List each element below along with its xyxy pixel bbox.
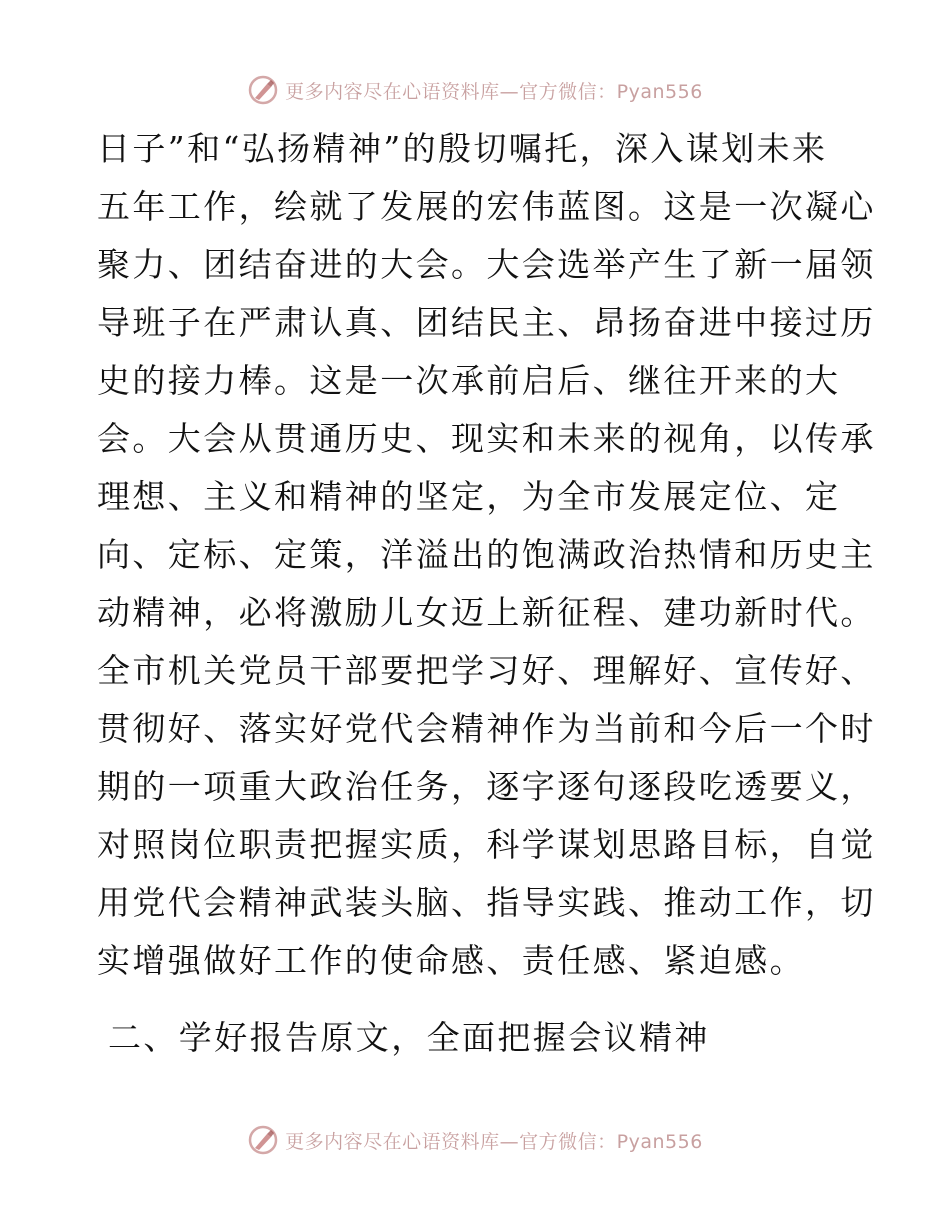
body-line: 聚力、团结奋进的大会。大会选举产生了新一届领 <box>97 245 876 284</box>
body-line: 全市机关党员干部要把学习好、理解好、宣传好、 <box>97 651 876 690</box>
pen-logo-icon <box>247 1124 279 1156</box>
section-heading: 二、学好报告原文，全面把握会议精神 <box>108 1018 710 1057</box>
body-line: 对照岗位职责把握实质，科学谋划思路目标，自觉 <box>97 825 876 864</box>
body-line: 用党代会精神武装头脑、指导实践、推动工作，切 <box>97 883 876 922</box>
watermark-banner-top <box>0 70 950 110</box>
watermark-text-bottom: 更多内容尽在心语资料库—官方微信：Pyan556 <box>285 1130 703 1153</box>
document-body <box>97 120 876 990</box>
body-line: 向、定标、定策，洋溢出的饱满政治热情和历史主 <box>97 535 876 574</box>
body-line: 贯彻好、落实好党代会精神作为当前和今后一个时 <box>97 709 876 748</box>
body-line: 五年工作，绘就了发展的宏伟蓝图。这是一次凝心 <box>97 187 876 226</box>
body-line: 史的接力棒。这是一次承前启后、继往开来的大 <box>97 361 841 400</box>
body-line: 动精神，必将激励儿女迈上新征程、建功新时代。 <box>97 593 876 632</box>
body-line: 期的一项重大政治任务，逐字逐句逐段吃透要义， <box>97 767 876 806</box>
body-line: 会。大会从贯通历史、现实和未来的视角，以传承 <box>97 419 876 458</box>
watermark-text-top: 更多内容尽在心语资料库—官方微信：Pyan556 <box>285 80 703 103</box>
body-line: 导班子在严肃认真、团结民主、昂扬奋进中接过历 <box>97 303 876 342</box>
pen-logo-icon <box>247 74 279 106</box>
body-line: 日子”和“弘扬精神”的殷切嘱托，深入谋划未来 <box>97 129 828 168</box>
body-line: 实增强做好工作的使命感、责任感、紧迫感。 <box>97 941 805 980</box>
watermark-banner-bottom <box>0 1120 950 1160</box>
body-line: 理想、主义和精神的坚定，为全市发展定位、定 <box>97 477 841 516</box>
